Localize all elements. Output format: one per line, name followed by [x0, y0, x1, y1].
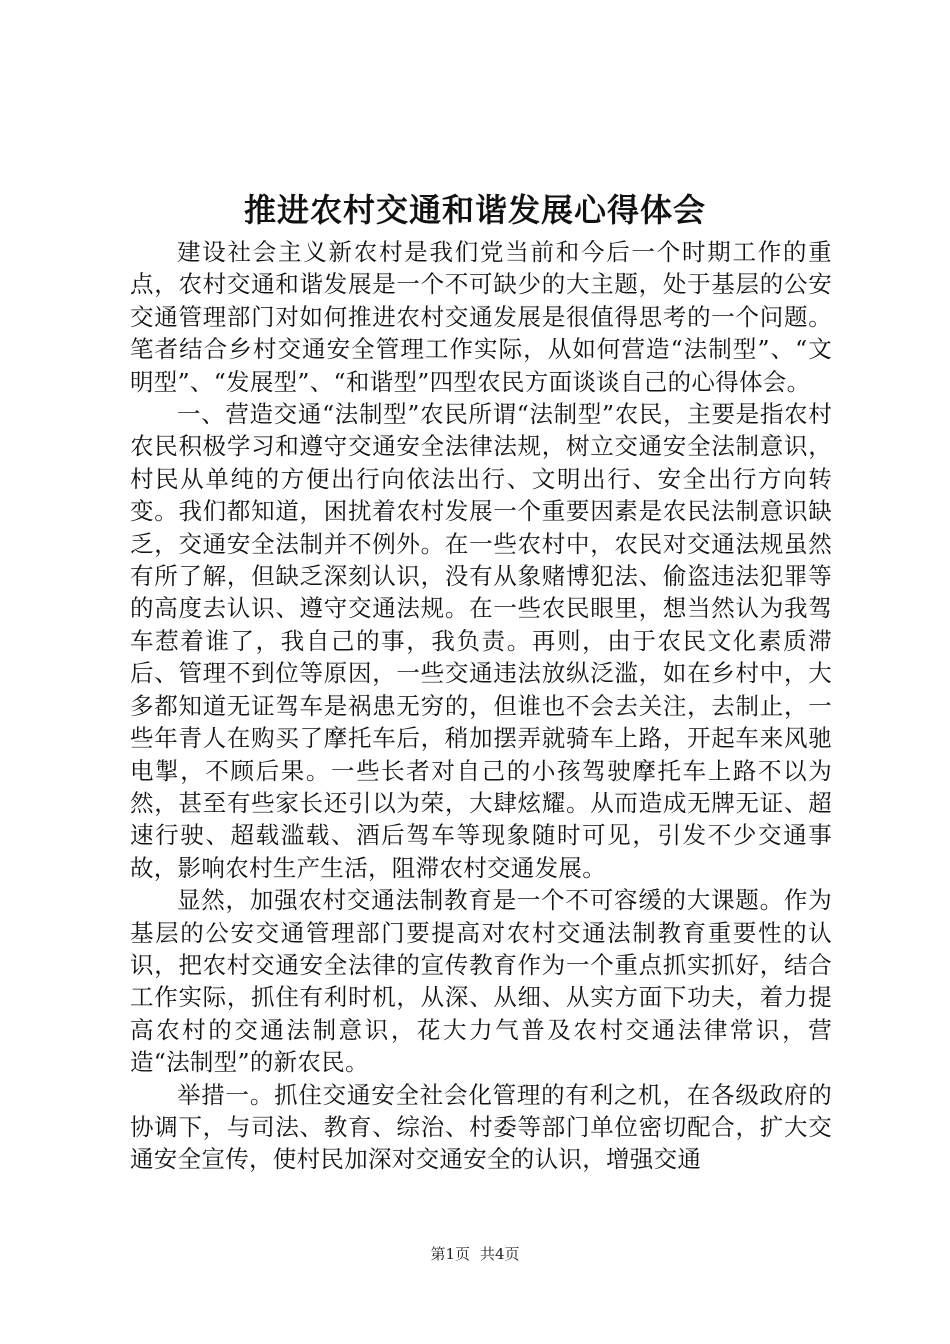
- paragraph-legal-education: 显然，加强农村交通法制教育是一个不可容缓的大课题。作为基层的公安交通管理部门要提高对农村交通法制教育重要性的认识，把农村交通安全法律的宣传教育作为一个重点抓实抓好，结合工作实际，抓住有利时机，从深、从细、从实方面下功夫，着力提高农村的交通法制意识，花大力气普及农村交通法律常识，营造“法制型”的新农民。: [130, 886, 832, 1077]
- page-total: 共4页: [480, 1245, 520, 1263]
- paragraph-measure-one: 举措一。抓住交通安全社会化管理的有利之机，在各级政府的协调下，与司法、教育、综治、村委等部门单位密切配合，扩大交通安全宣传，使村民加深对交通安全的认识，增强交通: [130, 1080, 832, 1174]
- page-number: 第1页: [430, 1245, 470, 1263]
- document-body: [130, 236, 832, 1176]
- page-footer: [0, 1243, 950, 1265]
- paragraph-intro: 建设社会主义新农村是我们党当前和今后一个时期工作的重点，农村交通和谐发展是一个不可缺少的大主题，处于基层的公安交通管理部门对如何推进农村交通发展是很值得思考的一个问题。笔者结合乡村交通安全管理工作实际，从如何营造“法制型”、“文明型”、“发展型”、“和谐型”四型农民方面谈谈自己的心得体会。: [130, 238, 832, 396]
- document-title: 推进农村交通和谐发展心得体会: [243, 191, 706, 229]
- paragraph-section-one: 一、营造交通“法制型”农民所谓“法制型”农民，主要是指农村农民积极学习和遵守交通安全法律法规，树立交通安全法制意识，村民从单纯的方便出行向依法出行、文明出行、安全出行方向转变。我们都知道，困扰着农村发展一个重要因素是农民法制意识缺乏，交通安全法制并不例外。在一些农村中，农民对交通法规虽然有所了解，但缺乏深刻认识，没有从象赌博犯法、偷盗违法犯罪等的高度去认识、遵守交通法规。在一些农民眼里，想当然认为我驾车惹着谁了，我自己的事，我负责。再则，由于农民文化素质滞后、管理不到位等原因，一些交通违法放纵泛滥，如在乡村中，大多都知道无证驾车是祸患无穷的，但谁也不会去关注，去制止，一些年青人在购买了摩托车后，稍加摆弄就骑车上路，开起车来风驰电掣，不顾后果。一些长者对自己的小孩驾驶摩托车上路不以为然，甚至有些家长还引以为荣，大肆炫耀。从而造成无牌无证、超速行驶、超载滥载、酒后驾车等现象随时可见，引发不少交通事故，影响农村生产生活，阻滞农村交通发展。: [130, 400, 832, 882]
